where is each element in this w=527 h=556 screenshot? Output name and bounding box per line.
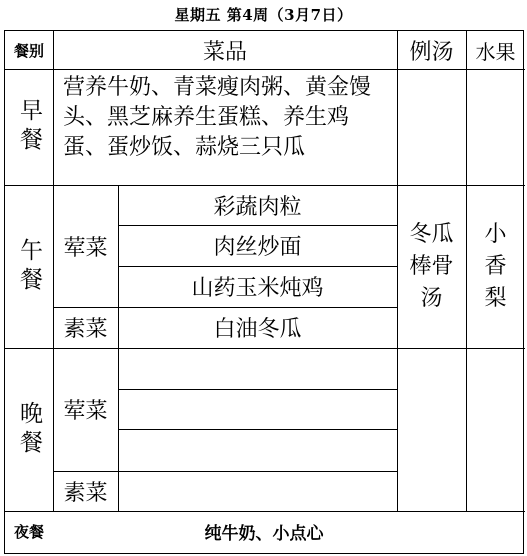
lunch-soup: 冬瓜棒骨汤 <box>409 222 454 311</box>
dinner-fruit <box>466 348 525 511</box>
lunch-fruit: 小香梨 <box>484 222 507 311</box>
dinner-label: 晚餐 <box>16 400 42 459</box>
header-fruit: 水果 <box>475 39 516 64</box>
breakfast-items: 营养牛奶、青菜瘦肉粥、黄金馒头、黑芝麻养生蛋糕、养生鸡蛋、蛋炒饭、蒜烧三只瓜 <box>63 75 372 160</box>
page-title: 星期五 第4周（3月7日） <box>174 6 353 24</box>
lunch-meat-dish: 山药玉米炖鸡 <box>191 276 324 301</box>
dinner-meat-dish <box>118 389 397 429</box>
lunch-meat-dish: 彩蔬肉粒 <box>213 194 302 220</box>
dinner-soup <box>397 348 466 511</box>
menu-table <box>4 30 524 554</box>
lunch-meat-label: 荤菜 <box>63 235 108 261</box>
dinner-meat-label: 荤菜 <box>63 399 108 424</box>
header-category: 餐别 <box>13 41 44 60</box>
dinner-meat-dish <box>118 429 397 471</box>
lunch-label: 午餐 <box>16 237 42 296</box>
dinner-meat-dish <box>118 348 397 389</box>
lunch-meat-dish: 肉丝炒面 <box>213 235 302 260</box>
dinner-veg-dish <box>118 471 397 511</box>
dinner-veg-label: 素菜 <box>63 480 108 506</box>
header-soup: 例汤 <box>409 39 454 65</box>
lunch-veg-dish: 白油冬瓜 <box>213 317 302 342</box>
night-label: 夜餐 <box>13 523 44 541</box>
breakfast-label: 早餐 <box>16 98 42 156</box>
lunch-veg-label: 素菜 <box>63 317 108 342</box>
header-dishes: 菜品 <box>202 39 247 65</box>
night-items: 纯牛奶、小点心 <box>204 524 324 544</box>
